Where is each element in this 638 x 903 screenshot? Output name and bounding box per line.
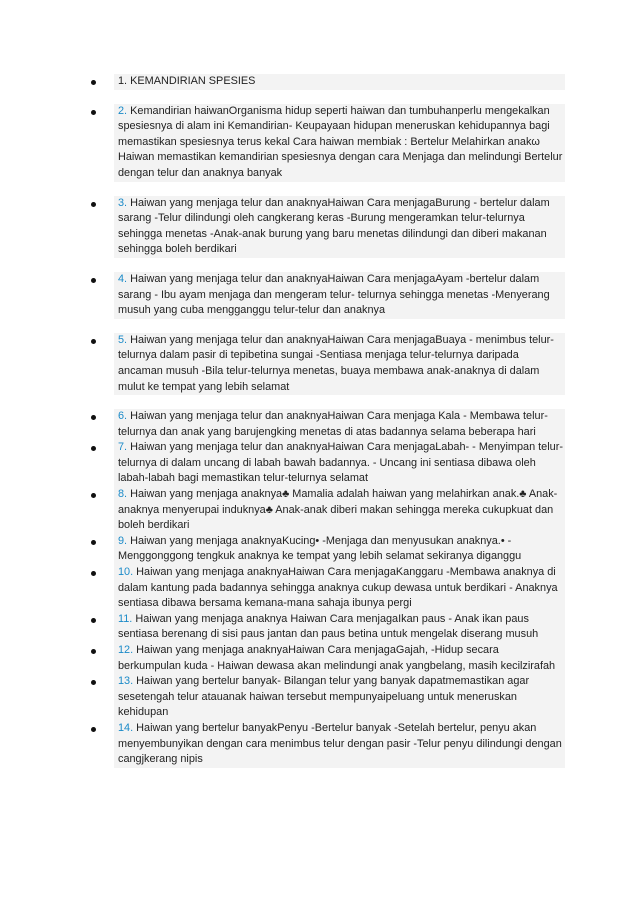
- item-text-block: [114, 74, 565, 90]
- bullet-icon: [91, 446, 96, 451]
- item-text: Haiwan yang bertelur banyak- Bilangan telur yang banyak dapatmemastikan agar sesetengah telur atauanak haiwan tersebut mempunyaipeluang untuk meneruskan kehidupan: [118, 675, 530, 719]
- item-text: Haiwan yang menjaga telur dan anaknyaHaiwan Cara menjaga Kala - Membawa telur-telurnya dan anak yang barujengking menetas di atas badannya selama beberapa hari: [118, 410, 548, 438]
- item-text-block: [114, 612, 565, 643]
- bullet-icon: [91, 540, 96, 545]
- item-text: Kemandirian haiwanOrganisma hidup seperti haiwan dan tumbuhanperlu mengekalkan spesiesnya di alam ini Kemandirian- Keupayaan hidupan meneruskan kehidupannya bagi memastikan spesiesnya terus kekal Cara haiwan membiak : Bertelur Melahirkan anakω Haiwan memastikan kemandirian spesiesnya dengan cara Menjaga dan melindungi Bertelur dengan telur dan anaknya banyak: [118, 104, 563, 179]
- bullet-icon: [91, 278, 96, 283]
- list-item: [90, 643, 565, 674]
- item-text: Haiwan yang menjaga telur dan anaknyaHaiwan Cara menjagaBuaya - menimbus telur-telurnya dalam pasir di tepibetina sungai -Sentiasa menjaga telur-telurnya daripada ancaman musuh -Bila telur-telurnya menetas, buaya membawa anak-anaknya di dalam mulut ke tempat yang lebih selamat: [118, 333, 554, 393]
- item-number: 12.: [118, 644, 134, 656]
- item-number: 10.: [118, 566, 134, 579]
- list-item: [90, 487, 565, 534]
- bullet-icon: [91, 493, 96, 498]
- item-number: 8.: [118, 488, 128, 501]
- item-text-block: [114, 534, 565, 565]
- item-text: Haiwan yang menjaga anaknya Haiwan Cara menjagaIkan paus - Anak ikan paus sentiasa berenang di sisi paus jantan dan paus betina untuk mengelak diserang musuh: [118, 612, 539, 641]
- bullet-icon: [91, 618, 96, 623]
- list-item: [90, 565, 565, 612]
- item-text: KEMANDIRIAN SPESIES: [130, 75, 256, 87]
- bullet-list: [90, 74, 565, 768]
- bullet-icon: [91, 727, 96, 732]
- list-item: [90, 721, 565, 768]
- item-number: 7.: [118, 441, 128, 454]
- bullet-icon: [91, 80, 96, 85]
- item-text-block: [114, 409, 565, 440]
- item-number: 11.: [118, 612, 133, 625]
- item-text-block: [114, 104, 565, 182]
- item-text-block: [114, 643, 565, 674]
- list-item: [90, 409, 565, 440]
- item-text: Haiwan yang menjaga telur dan anaknyaHaiwan Cara menjagaBurung - bertelur dalam sarang -Telur dilindungi oleh cangkerang keras -Burung mengeramkan telur-telurnya sehingga menetas -Anak-anak burung yang baru menetas dilindungi dan diberi makanan sehingga boleh berdikari: [118, 196, 550, 256]
- item-text: Haiwan yang menjaga anaknyaHaiwan Cara menjagaKanggaru -Membawa anaknya di dalam kantung pada badannya sehingga anaknya cukup dewasa untuk berdikari - Anaknya sentiasa dibawa bersama kemana-mana sahaja ibunya pergi: [118, 566, 558, 610]
- list-item: [90, 333, 565, 395]
- bullet-icon: [91, 649, 96, 654]
- list-item: [90, 104, 565, 182]
- item-text-block: [114, 721, 565, 768]
- bullet-icon: [91, 415, 96, 420]
- item-number: 3.: [118, 196, 128, 209]
- list-item: [90, 74, 565, 90]
- list-item: [90, 674, 565, 721]
- bullet-icon: [91, 680, 96, 685]
- item-number: 2.: [118, 104, 128, 117]
- item-text-block: [114, 487, 565, 534]
- item-text-block: [114, 196, 565, 258]
- list-item: [90, 440, 565, 487]
- item-number: 1.: [118, 75, 128, 87]
- item-text-block: [114, 272, 565, 319]
- item-number: 6.: [118, 410, 128, 423]
- item-number: 14.: [118, 721, 134, 734]
- item-number: 4.: [118, 272, 128, 285]
- item-text: Haiwan yang menjaga telur dan anaknyaHaiwan Cara menjagaAyam -bertelur dalam sarang - Ibu ayam menjaga dan mengeram telur- telurnya sehingga menetas -Menyerang musuh yang cuba mengganggu telur-telur dan anaknya: [118, 272, 550, 317]
- bullet-icon: [91, 110, 96, 115]
- item-text: Haiwan yang menjaga anaknyaHaiwan Cara menjagaGajah, -Hidup secara berkumpulan kuda - Haiwan dewasa akan melindungi anak yangbelang, masih kecilzirafah: [118, 644, 556, 672]
- item-text-block: [114, 565, 565, 612]
- item-text: Haiwan yang menjaga telur dan anaknyaHaiwan Cara menjagaLabah- - Menyimpan telur-telurnya di dalam uncang di labah bawah badannya. - Uncang ini sentiasa dibawa oleh labah-labah bagi memastikan telur-telurnya selamat: [118, 441, 563, 485]
- item-text: Haiwan yang menjaga anaknya♣ Mamalia adalah haiwan yang melahirkan anak.♣ Anak-anaknya menyerupai induknya♣ Anak-anak diberi makan sehingga mereka cukupkuat dan boleh berdikari: [118, 488, 558, 532]
- bullet-icon: [91, 571, 96, 576]
- item-text-block: [114, 333, 565, 395]
- list-item: [90, 272, 565, 319]
- item-number: 13.: [118, 675, 134, 688]
- item-text-block: [114, 674, 565, 721]
- item-text: Haiwan yang bertelur banyakPenyu -Bertelur banyak -Setelah bertelur, penyu akan menyembunyikan dengan cara menimbus telur dengan pasir -Telur penyu dilindungi dengan cangjkerang nipis: [118, 721, 562, 766]
- item-text-block: [114, 440, 565, 487]
- list-item: [90, 196, 565, 258]
- item-number: 9.: [118, 534, 128, 547]
- list-item: [90, 534, 565, 565]
- bullet-icon: [91, 202, 96, 207]
- item-number: 5.: [118, 333, 128, 346]
- bullet-icon: [91, 339, 96, 344]
- list-item: [90, 612, 565, 643]
- item-text: Haiwan yang menjaga anaknyaKucing• -Menjaga dan menyusukan anaknya.• - Menggonggong tengkuk anaknya ke tempat yang lebih selamat sekiranya diganggu: [118, 534, 522, 563]
